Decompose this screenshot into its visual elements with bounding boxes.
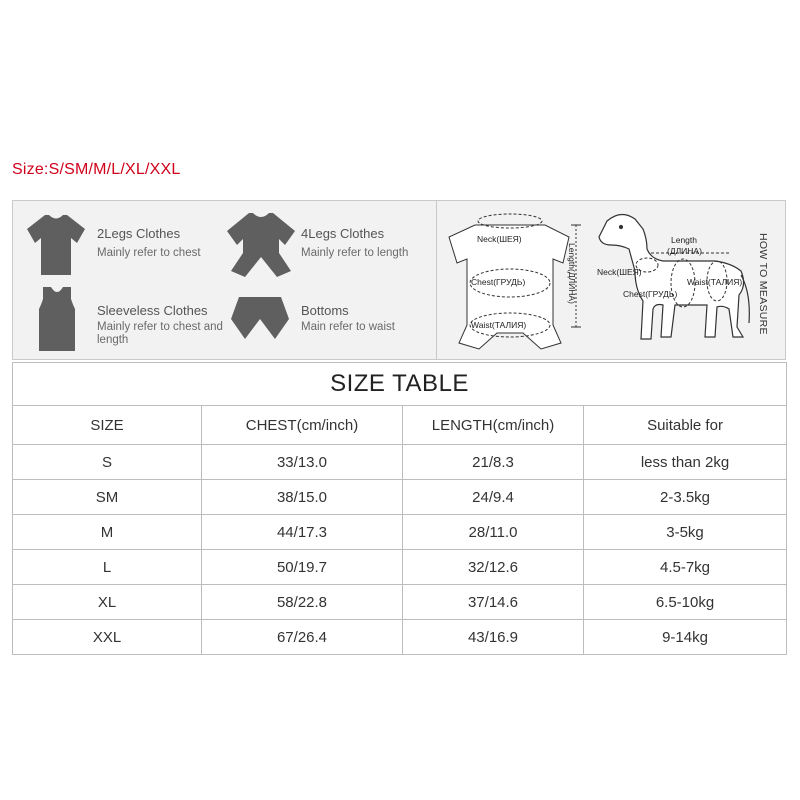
guide-desc: Mainly refer to chest and length	[97, 321, 223, 346]
weight-cell: 6.5-10kg	[584, 585, 787, 620]
guide-title: Bottoms	[301, 303, 349, 318]
table-row	[13, 620, 787, 655]
chest-cell: 38/15.0	[202, 480, 403, 515]
guide-title: 4Legs Clothes	[301, 226, 385, 241]
size-options-line: Size:S/SM/M/L/XL/XXL	[12, 161, 181, 178]
length-cell: 28/11.0	[403, 515, 584, 550]
chest-cell: 67/26.4	[202, 620, 403, 655]
weight-cell: less than 2kg	[584, 445, 787, 480]
jumpsuit-icon	[225, 209, 297, 279]
dog-waist-label: Waist(ТАЛИЯ)	[687, 277, 743, 287]
length-label: Length(ДЛИНА)	[567, 243, 577, 304]
table-caption: SIZE TABLE	[13, 363, 787, 406]
measurement-guide-panel	[12, 200, 786, 360]
guide-title: 2Legs Clothes	[97, 226, 181, 241]
table-row	[13, 480, 787, 515]
weight-cell: 9-14kg	[584, 620, 787, 655]
table-row	[13, 515, 787, 550]
column-header: SIZE	[13, 406, 202, 445]
size-cell: XXL	[13, 620, 202, 655]
weight-cell: 4.5-7kg	[584, 550, 787, 585]
waist-label: Waist(ТАЛИЯ)	[471, 320, 527, 330]
size-cell: S	[13, 445, 202, 480]
dog-neck-label: Neck(ШЕЯ)	[597, 267, 642, 277]
size-cell: XL	[13, 585, 202, 620]
length-cell: 24/9.4	[403, 480, 584, 515]
length-cell: 32/12.6	[403, 550, 584, 585]
guide-desc: Mainly refer to length	[301, 247, 409, 259]
size-cell: SM	[13, 480, 202, 515]
length-cell: 43/16.9	[403, 620, 584, 655]
chest-cell: 50/19.7	[202, 550, 403, 585]
table-row	[13, 550, 787, 585]
table-row	[13, 585, 787, 620]
panel-divider	[436, 201, 437, 359]
size-cell: M	[13, 515, 202, 550]
size-cell: L	[13, 550, 202, 585]
column-header: CHEST(cm/inch)	[202, 406, 403, 445]
dog-chest-label: Chest(ГРУДЬ)	[623, 289, 678, 299]
weight-cell: 3-5kg	[584, 515, 787, 550]
guide-title: Sleeveless Clothes	[97, 303, 208, 318]
table-row	[13, 445, 787, 480]
length-cell: 21/8.3	[403, 445, 584, 480]
table-header-row	[13, 406, 787, 445]
chest-cell: 33/13.0	[202, 445, 403, 480]
neck-label: Neck(ШЕЯ)	[477, 234, 522, 244]
guide-desc: Mainly refer to chest	[97, 247, 201, 259]
chest-cell: 58/22.8	[202, 585, 403, 620]
size-table	[12, 362, 786, 655]
length-cell: 37/14.6	[403, 585, 584, 620]
tshirt-icon	[25, 209, 87, 277]
column-header: LENGTH(cm/inch)	[403, 406, 584, 445]
guide-desc: Main refer to waist	[301, 321, 395, 333]
chest-label: Chest(ГРУДЬ)	[471, 277, 526, 287]
how-to-measure-label: HOW TO MEASURE	[757, 233, 769, 335]
dog-length-label-ru: (ДЛИНА)	[667, 246, 702, 256]
vest-icon	[37, 285, 77, 353]
weight-cell: 2-3.5kg	[584, 480, 787, 515]
column-header: Suitable for	[584, 406, 787, 445]
chest-cell: 44/17.3	[202, 515, 403, 550]
dog-length-label: Length	[671, 235, 697, 245]
pants-icon	[229, 295, 291, 343]
